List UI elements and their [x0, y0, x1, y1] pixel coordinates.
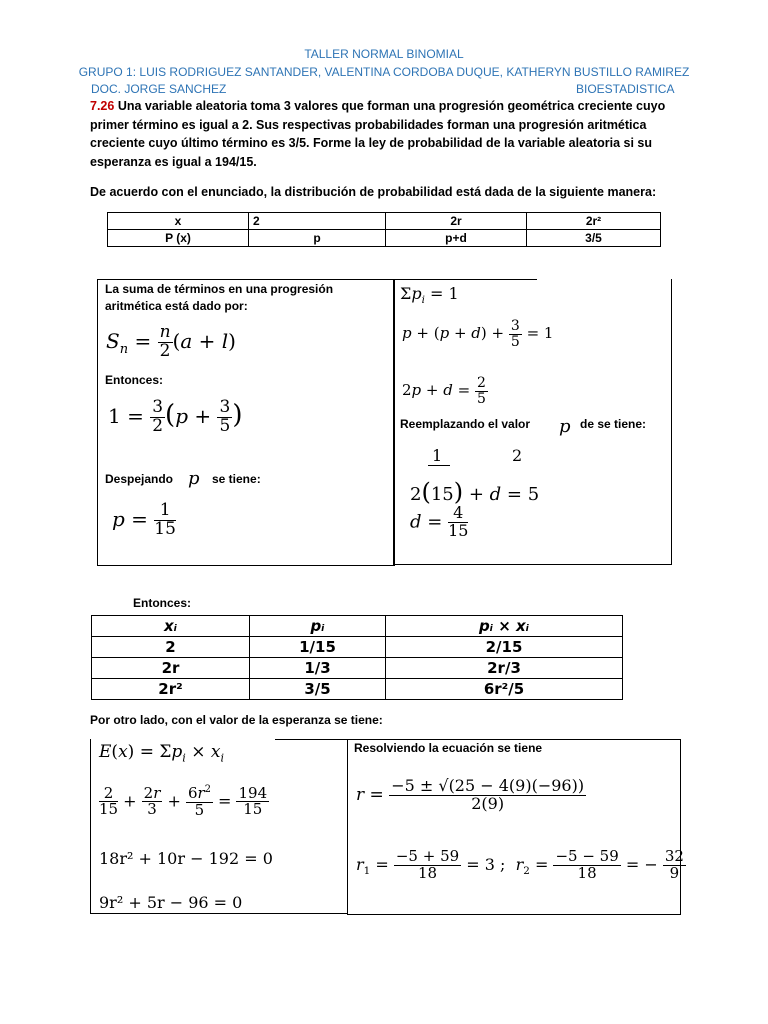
- expectation-table: [91, 615, 623, 700]
- simplified-eq: 2p + d = $\frac{2}{5}$: [402, 375, 486, 407]
- otro-lado-text: Por otro lado, con el valor de la esperanza se tiene:: [90, 713, 383, 727]
- roots-eq: $r_1$ = $\frac{-5 + 59}{18}$ = 3 ; $r_2$ = $\frac{-5 - 59}{18}$ = − $\frac{32}{9}$: [356, 847, 684, 882]
- table-row: [92, 658, 623, 679]
- table-row: [108, 230, 661, 247]
- table-cell: P (x): [108, 230, 249, 247]
- doc-title: TALLER NORMAL BINOMIAL: [304, 47, 464, 61]
- p-variable: p: [559, 416, 571, 437]
- probability-sum-box: $\Sigma p_i = 1$ p + (p + d) + $\frac{3}{5}$ = 1 2p + d = $\frac{2}{5}$ Reemplazando el valor p de se tiene: 1 2 2(15) + d = 5 d = $\frac{4}{15}$: [393, 279, 672, 565]
- table-cell: 2: [249, 213, 386, 230]
- solution-box: [347, 739, 684, 915]
- table-cell: 3/5: [527, 230, 661, 247]
- table-row: [92, 679, 623, 700]
- header-xi: xᵢ: [92, 616, 250, 637]
- table-cell: 2r²: [527, 213, 661, 230]
- header-pi: pᵢ: [250, 616, 386, 637]
- sum-formula: $S_n$ = $\frac{n}{2}$ (a + l): [106, 322, 236, 361]
- problem-statement: [90, 97, 680, 171]
- table-cell: 1/15: [250, 637, 386, 658]
- table-cell: 2r/3: [386, 658, 623, 679]
- expectation-sum: $\frac{2}{15}$ + $\frac{2r}{3}$ + $\frac{6r^2}{5}$ = $\frac{194}{15}$: [99, 783, 268, 819]
- table-cell: 6r²/5: [386, 679, 623, 700]
- table-cell: p: [249, 230, 386, 247]
- reemplazando-label: Reemplazando el valor: [400, 417, 531, 431]
- sum-probability-eq: $\Sigma p_i = 1$: [400, 284, 459, 307]
- intro-text: De acuerdo con el enunciado, la distribución de probabilidad está dada de la siguiente manera:: [90, 185, 657, 199]
- table-row: [92, 616, 623, 637]
- sum-formula-box: [97, 279, 395, 566]
- table-cell: 2r: [386, 213, 527, 230]
- sum-equation: 1 = $\frac{3}{2}$ (p + $\frac{3}{5}$ ): [108, 397, 243, 436]
- de-se-tiene-label: de se tiene:: [580, 417, 647, 431]
- despejando-label: Despejando: [105, 472, 174, 486]
- table-cell: 2/15: [386, 637, 623, 658]
- expectation-eq: $E(x) = \Sigma p_i \times x_i$: [99, 742, 225, 765]
- box-top-border: [275, 739, 347, 740]
- table-row: [92, 637, 623, 658]
- subject-line: BIOESTADISTICA: [576, 82, 675, 96]
- expectation-box: [90, 739, 348, 914]
- distribution-table: [107, 212, 661, 247]
- teacher-line: DOC. JORGE SANCHEZ: [91, 82, 227, 96]
- group-line: GRUPO 1: LUIS RODRIGUEZ SANTANDER, VALENTINA CORDOBA DUQUE, KATHERYN BUSTILLO RAMIREZ: [78, 65, 690, 79]
- solution-title: Resolviendo la ecuación se tiene: [354, 741, 543, 755]
- se-tiene-label: se tiene:: [212, 472, 261, 486]
- p-variable: p: [188, 468, 200, 489]
- table-cell: 2: [92, 637, 250, 658]
- problem-number: 7.26: [90, 99, 115, 113]
- p-result: p = $\frac{1}{15}$: [112, 500, 176, 539]
- quadratic-eq-1: 18r² + 10r − 192 = 0: [99, 849, 273, 868]
- sum-text: La suma de términos en una progresión aritmética está dado por:: [105, 282, 334, 313]
- table-cell: 2r²: [92, 679, 250, 700]
- quadratic-eq-2: 9r² + 5r − 96 = 0: [99, 893, 243, 912]
- table-cell: 1/3: [250, 658, 386, 679]
- table-cell: p+d: [386, 230, 527, 247]
- quadratic-formula: r = $\frac{-5 \pm √(25 - 4(9)(-96))}{2(9)}$: [356, 776, 585, 813]
- table-cell: 2r: [92, 658, 250, 679]
- box-top-border: [394, 279, 537, 280]
- table-row: [108, 213, 661, 230]
- table-cell: x: [108, 213, 249, 230]
- entonces-label-2: Entonces:: [133, 596, 192, 610]
- header-pixi: pᵢ × xᵢ: [386, 616, 623, 637]
- sum-expanded-eq: p + (p + d) + $\frac{3}{5}$ = 1: [402, 318, 554, 350]
- d-result: d = $\frac{4}{15}$: [410, 503, 469, 540]
- entonces-label: Entonces:: [105, 373, 164, 387]
- table-cell: 3/5: [250, 679, 386, 700]
- problem-text: Una variable aleatoria toma 3 valores que forman una progresión geométrica creciente cuyo primer término es igual a 2. Sus respectivas probabilidades forman una progresión aritmética creciente cuyo último término es 3/5. Forme la ley de probabilidad de la variable aleatoria si su esperanza es igual a 194/15.: [90, 99, 666, 169]
